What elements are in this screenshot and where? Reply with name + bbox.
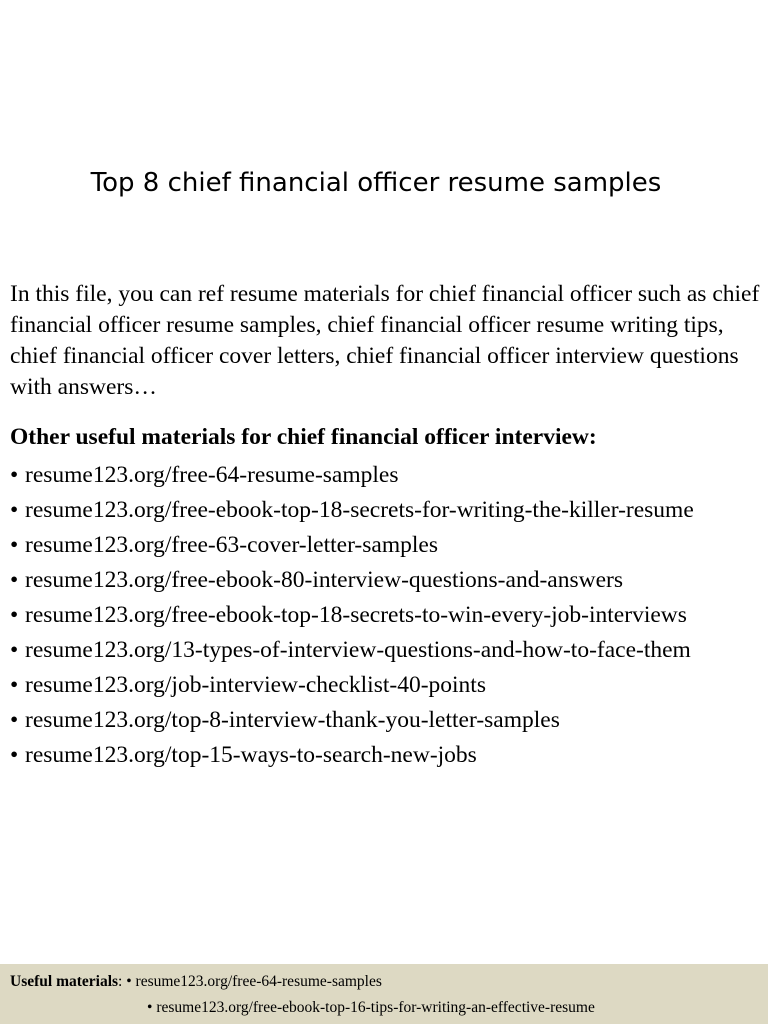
footer-link[interactable]: resume123.org/free-64-resume-samples <box>135 973 382 990</box>
material-link[interactable]: resume123.org/13-types-of-interview-questions-and-how-to-face-them <box>25 637 691 663</box>
material-link[interactable]: resume123.org/free-63-cover-letter-samples <box>25 532 438 558</box>
list-item <box>10 493 765 528</box>
materials-list <box>10 458 765 773</box>
list-item <box>10 528 765 563</box>
bullet-icon: • <box>10 742 19 768</box>
list-item <box>10 598 765 633</box>
page-title: Top 8 chief financial officer resume samples <box>90 168 662 198</box>
material-link[interactable]: resume123.org/free-ebook-top-18-secrets-to-win-every-job-interviews <box>25 602 687 628</box>
bullet-icon: • <box>10 532 19 558</box>
bullet-icon: • <box>10 672 19 698</box>
material-link[interactable]: resume123.org/free-64-resume-samples <box>25 462 399 488</box>
bullet-icon: • <box>10 602 19 628</box>
bullet-icon: • <box>10 497 19 523</box>
bullet-icon: • <box>126 973 132 990</box>
bullet-icon: • <box>10 637 19 663</box>
list-item <box>10 563 765 598</box>
list-item <box>10 738 765 773</box>
footer-bar <box>0 964 768 1024</box>
material-link[interactable]: resume123.org/job-interview-checklist-40-points <box>25 672 486 698</box>
bullet-icon: • <box>10 707 19 733</box>
intro-paragraph: In this file, you can ref resume materials for chief financial officer such as chief financial officer resume samples, chief financial officer resume writing tips, chief financial officer cover letters, chief financial officer interview questions with answers… <box>10 281 760 400</box>
bullet-icon: • <box>147 999 153 1016</box>
footer-row <box>147 998 595 1018</box>
list-item <box>10 668 765 703</box>
material-link[interactable]: resume123.org/top-15-ways-to-search-new-jobs <box>25 742 477 768</box>
list-item <box>10 633 765 668</box>
material-link[interactable]: resume123.org/free-ebook-top-18-secrets-for-writing-the-killer-resume <box>25 497 694 523</box>
footer-link[interactable]: resume123.org/free-ebook-top-16-tips-for-writing-an-effective-resume <box>156 999 595 1016</box>
footer-separator: : <box>118 973 123 990</box>
list-item <box>10 703 765 738</box>
footer-label: Useful materials <box>10 973 119 990</box>
material-link[interactable]: resume123.org/free-ebook-80-interview-questions-and-answers <box>25 567 623 593</box>
bullet-icon: • <box>10 462 19 488</box>
material-link[interactable]: resume123.org/top-8-interview-thank-you-letter-samples <box>25 707 560 733</box>
footer-row <box>10 972 382 992</box>
materials-heading: Other useful materials for chief financial officer interview: <box>10 424 597 450</box>
list-item <box>10 458 765 493</box>
bullet-icon: • <box>10 567 19 593</box>
